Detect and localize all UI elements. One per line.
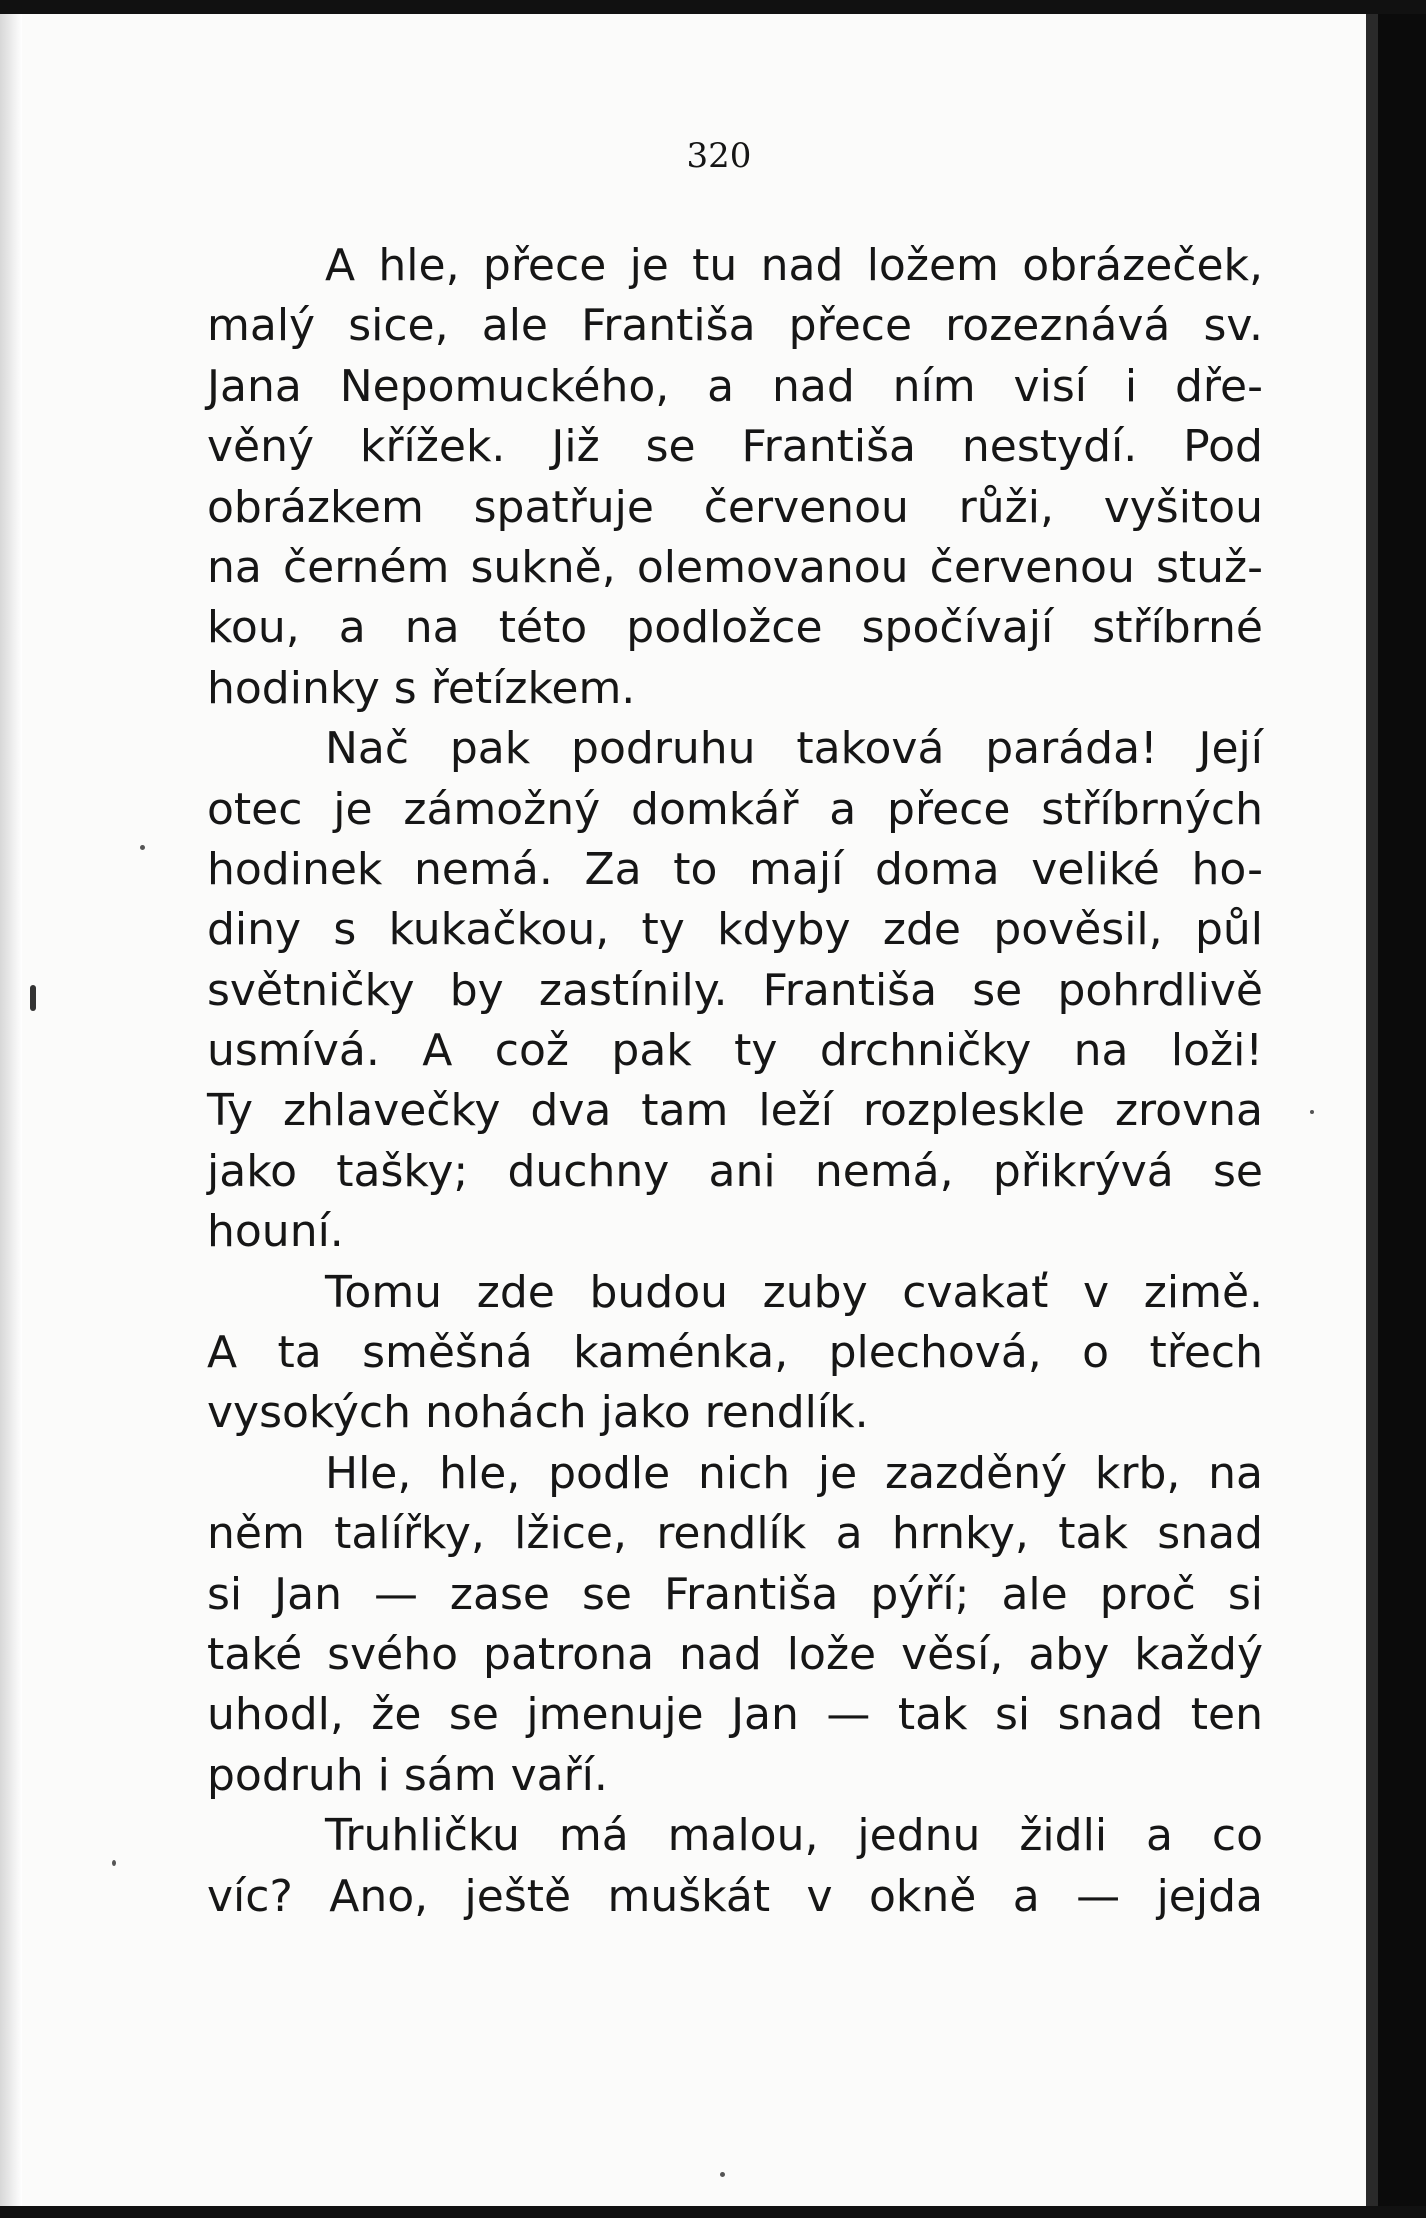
text-line: otec je zámožný domkář a přece stříbrných xyxy=(207,783,1263,835)
text-line: na černém sukně, olemovanou červenou stuž- xyxy=(207,541,1263,593)
text-line: Truhličku má malou, jednu židli a co xyxy=(325,1810,1263,1862)
page-number xyxy=(0,136,1426,176)
text-line: A hle, přece je tu nad ložem obrázeček, xyxy=(325,240,1263,291)
text-line: Tomu zde budou zuby cvakať v zimě. xyxy=(325,1266,1263,1318)
text-line: věný křížek. Již se Františa nestydí. Pod xyxy=(207,421,1263,473)
body-text xyxy=(207,236,1263,1927)
text-line: kou, a na této podložce spočívají stříbrné xyxy=(207,602,1263,654)
text-line: Jana Nepomuckého, a nad ním visí i dře- xyxy=(207,360,1263,412)
print-speck xyxy=(1310,1110,1314,1114)
text-line: obrázkem spatřuje červenou růži, vyšitou xyxy=(207,481,1263,533)
text-line: také svého patrona nad lože věsí, aby každý xyxy=(207,1628,1263,1680)
text-line: jako tašky; duchny ani nemá, přikrývá se xyxy=(207,1145,1263,1197)
print-speck xyxy=(720,2172,725,2177)
text-line: malý sice, ale Františa přece rozeznává sv. xyxy=(207,300,1263,352)
print-speck xyxy=(140,845,145,850)
text-line: Hle, hle, podle nich je zazděný krb, na xyxy=(325,1447,1263,1499)
text-line: podruh i sám vaří. xyxy=(207,1749,608,1801)
text-line: něm talířky, lžice, rendlík a hrnky, tak snad xyxy=(207,1508,1263,1560)
text-line: A ta směšná kaménka, plechová, o třech xyxy=(207,1327,1263,1379)
scan-border-bottom xyxy=(0,2206,1426,2218)
page-number-text: 320 xyxy=(686,136,752,176)
text-line: uhodl, že se jmenuje Jan — tak si snad ten xyxy=(207,1689,1263,1741)
print-speck xyxy=(112,1860,116,1866)
text-line: víc? Ano, ještě muškát v okně a — jejda xyxy=(207,1870,1263,1922)
scan-border-right xyxy=(1378,0,1426,2218)
text-line: hodinek nemá. Za to mají doma veliké ho- xyxy=(207,843,1263,895)
text-line: světničky by zastínily. Františa se pohrdlivě xyxy=(207,964,1263,1016)
text-line: si Jan — zase se Františa pýří; ale proč si xyxy=(207,1568,1263,1620)
text-line: Nač pak podruhu taková paráda! Její xyxy=(325,723,1263,775)
text-line: houní. xyxy=(207,1206,344,1258)
scan-border-right-inner xyxy=(1366,0,1378,2218)
text-line: diny s kukačkou, ty kdyby zde pověsil, půl xyxy=(207,904,1263,956)
scan-border-top xyxy=(0,0,1426,14)
text-line: Ty zhlavečky dva tam leží rozpleskle zrovna xyxy=(207,1085,1263,1137)
text-line: hodinky s řetízkem. xyxy=(207,662,636,714)
text-line: usmívá. A což pak ty drchničky na loži! xyxy=(207,1025,1263,1077)
scan-shadow-left xyxy=(0,0,22,2218)
text-line: vysokých nohách jako rendlík. xyxy=(207,1387,869,1439)
print-speck xyxy=(30,985,36,1011)
